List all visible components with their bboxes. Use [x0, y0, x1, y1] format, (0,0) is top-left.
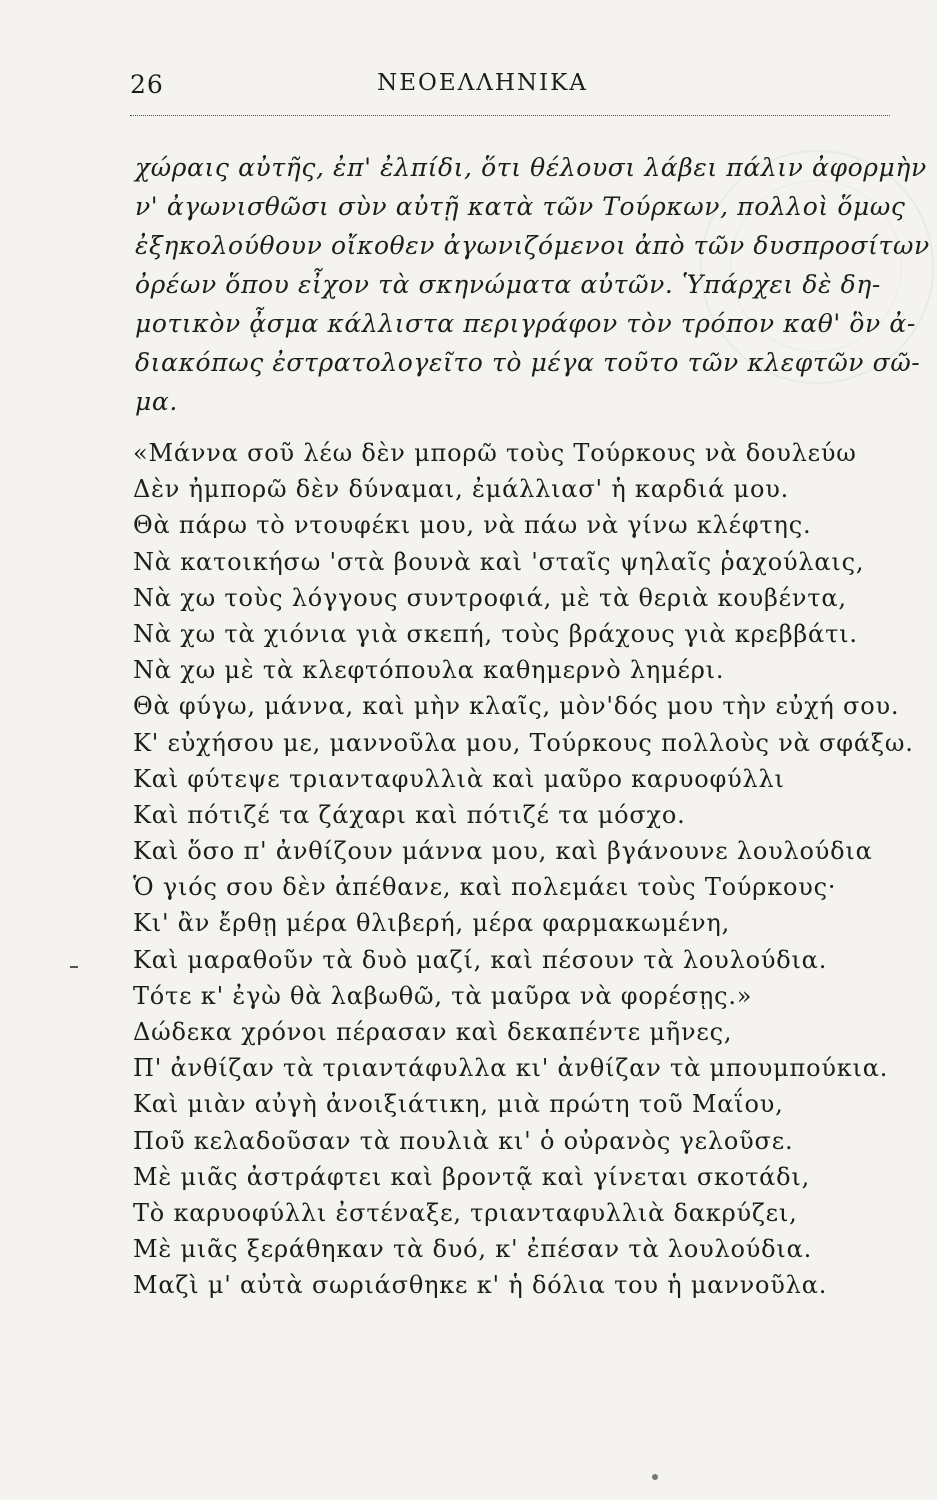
page-number: 26 — [130, 70, 164, 99]
poem-line: Καὶ μαραθοῦν τὰ δυὸ μαζί, καὶ πέσουν τὰ λουλούδια. — [133, 945, 828, 974]
poem-line: Καὶ φύτεψε τριανταφυλλιὰ καὶ μαῦρο καρυοφύλλι — [133, 764, 785, 793]
poem-line: Μαζὶ μ' αὐτὰ σωριάσθηκε κ' ἡ δόλια του ἡ μαννοῦλα. — [133, 1271, 828, 1300]
prose-line: μα. — [135, 387, 178, 416]
prose-line: ἐξηκολούθουν οἴκοθεν ἀγωνιζόμενοι ἀπὸ τῶν δυσπροσίτων — [135, 231, 930, 260]
prose-line: διακόπως ἐστρατολογεῖτο τὸ μέγα τοῦτο τῶν κλεφτῶν σῶ- — [135, 348, 921, 377]
poem-line: Καὶ ὅσο π' ἀνθίζουν μάννα μου, καὶ βγάνουνε λουλούδια — [133, 837, 873, 866]
poem-line: Δὲν ἠμπορῶ δὲν δύναμαι, ἐμάλλιασ' ἡ καρδιά μου. — [133, 475, 790, 504]
ink-speck — [652, 1474, 658, 1480]
poem-line: Μὲ μιᾶς ἀστράφτει καὶ βροντᾷ καὶ γίνεται σκοτάδι, — [133, 1162, 811, 1191]
page-header — [130, 70, 835, 110]
poem-line: Θὰ πάρω τὸ ντουφέκι μου, νὰ πάω νὰ γίνω κλέφτης. — [133, 511, 812, 540]
poem-line: Π' ἀνθίζαν τὰ τριαντάφυλλα κι' ἀνθίζαν τὰ μπουμπούκια. — [133, 1054, 889, 1083]
prose-paragraph — [135, 148, 930, 421]
poem-line: Καὶ πότιζέ τα ζάχαρι καὶ πότιζέ τα μόσχο. — [133, 800, 686, 829]
margin-mark — [70, 966, 78, 968]
poem-line: Τότε κ' ἐγὼ θὰ λαβωθῶ, τὰ μαῦρα νὰ φορέσῃς.» — [133, 981, 753, 1010]
header-rule — [130, 115, 890, 116]
prose-line: ὀρέων ὅπου εἶχον τὰ σκηνώματα αὐτῶν. Ὑπάρχει δὲ δη- — [135, 270, 881, 299]
poem-line: Κι' ἂν ἔρθῃ μέρα θλιβερή, μέρα φαρμακωμένη, — [133, 909, 731, 938]
poem-line: Θὰ φύγω, μάννα, καὶ μὴν κλαῖς, μὸν'δός μου τὴν εὐχή σου. — [133, 692, 900, 721]
poem-line: Δώδεκα χρόνοι πέρασαν καὶ δεκαπέντε μῆνες, — [133, 1018, 733, 1046]
poem-line: «Μάννα σοῦ λέω δὲν μπορῶ τοὺς Τούρκους νὰ δουλεύω — [133, 439, 857, 467]
poem-line: Καὶ μιὰν αὐγὴ ἀνοιξιάτικη, μιὰ πρώτη τοῦ Μαΐου, — [133, 1090, 784, 1119]
poem-line: Κ' εὐχήσου με, μαννοῦλα μου, Τούρκους πολλοὺς νὰ σφάξω. — [133, 728, 914, 757]
poem-line: Νὰ κατοικήσω 'στὰ βουνὰ καὶ 'σταῖς ψηλαῖς ῥαχούλαις, — [133, 547, 865, 576]
poem-line: Ποῦ κελαδοῦσαν τὰ πουλιὰ κι' ὁ οὐρανὸς γελοῦσε. — [133, 1126, 794, 1155]
poem-line: Νὰ χω τὰ χιόνια γιὰ σκεπή, τοὺς βράχους γιὰ κρεββάτι. — [133, 619, 858, 648]
prose-line: μοτικὸν ᾆσμα κάλλιστα περιγράφον τὸν τρόπον καθ' ὃν ἀ- — [135, 309, 916, 338]
folk-song — [133, 435, 923, 1304]
prose-line: ν' ἀγωνισθῶσι σὺν αὐτῇ κατὰ τῶν Τούρκων, πολλοὶ ὅμως — [135, 192, 906, 221]
prose-line: χώραις αὐτῆς, ἐπ' ἐλπίδι, ὅτι θέλουσι λάβει πάλιν ἀφορμὴν — [135, 153, 927, 182]
running-title: ΝΕΟΕΛΛΗΝΙΚΑ — [377, 70, 588, 96]
poem-line: Ὁ γιός σου δὲν ἀπέθανε, καὶ πολεμάει τοὺς Τούρκους· — [133, 873, 837, 902]
poem-line: Νὰ χω τοὺς λόγγους συντροφιά, μὲ τὰ θεριὰ κουβέντα, — [133, 583, 847, 612]
poem-line: Νὰ χω μὲ τὰ κλεφτόπουλα καθημερνὸ λημέρι. — [133, 656, 725, 685]
poem-line: Τὸ καρυοφύλλι ἐστέναξε, τριανταφυλλιὰ δακρύζει, — [133, 1198, 798, 1227]
poem-line: Μὲ μιᾶς ξεράθηκαν τὰ δυό, κ' ἐπέσαν τὰ λουλούδια. — [133, 1235, 813, 1264]
